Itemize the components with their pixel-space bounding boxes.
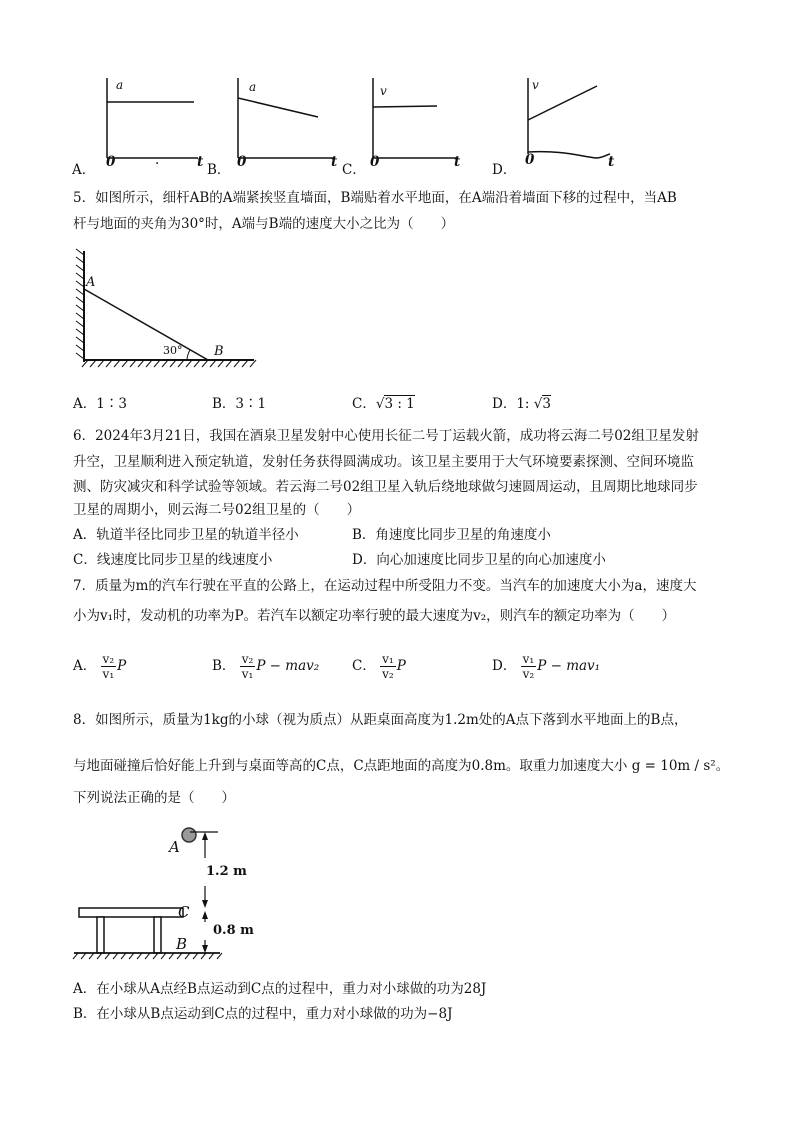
graph-c-xlabel: t	[454, 154, 461, 170]
q8-table-top	[79, 908, 183, 917]
graph-b-letter: B．	[207, 162, 231, 178]
fraction: $\frac{\text{v₂}}{\text{v₁}}$	[102, 652, 115, 681]
q4-graph-c	[340, 70, 470, 180]
q5-fig-angle: 30°	[163, 344, 183, 357]
q8-ground-hatch	[73, 953, 222, 959]
q8-fig-label-b: B	[176, 935, 188, 953]
graph-b-origin: 0	[237, 154, 247, 170]
q8-line-1: 8．如图所示，质量为1kg的小球（视为质点）从距桌面高度为1.2m处的A点下落到水平地面上的B点，	[73, 712, 688, 728]
q8-fig-label-c: C	[178, 903, 190, 921]
q8-line-3: 下列说法正确的是（ ）	[73, 790, 235, 806]
graph-d-ylabel: v	[532, 78, 539, 92]
graph-b-curve	[238, 98, 318, 117]
q8-option-b: B．在小球从B点运动到C点的过程中，重力对小球做的功为−8J	[73, 1006, 453, 1022]
q8-table-leg-right	[154, 917, 161, 953]
graph-a-origin: 0	[106, 154, 116, 170]
q6-option-a: A．轨道半径比同步卫星的轨道半径小	[73, 527, 299, 543]
q5-line-2: 杆与地面的夹角为30°时，A端与B端的速度大小之比为（ ）	[73, 216, 455, 232]
q7-option-a: A． $\frac{\text{v₂}}{\text{v₁}}$ P	[73, 652, 127, 681]
q7-option-d: D． $\frac{\text{v₁}}{\text{v₂}}$ P − mav₁	[492, 652, 601, 681]
q5-option-d: D．1: √3	[492, 396, 551, 412]
q5-angle-arc	[187, 350, 190, 360]
q6-option-c: C．线速度比同步卫星的线速度小	[73, 552, 273, 568]
q5-option-c: C．√3 : 1	[352, 396, 415, 412]
graph-c-ylabel: v	[380, 84, 387, 98]
graph-a-xlabel: t	[197, 154, 204, 170]
graph-a-mark: .	[155, 152, 160, 168]
graph-d-letter: D．	[492, 162, 517, 178]
q4-graph-b	[205, 70, 340, 180]
q7-line-2: 小为v₁时，发动机的功率为P。若汽车以额定功率行驶的最大速度为v₂，则汽车的额定功率为（ ）	[73, 608, 676, 624]
graph-d-x-axis	[528, 152, 610, 158]
q8-line-2: 与地面碰撞后恰好能上升到与桌面等高的C点，C点距地面的高度为0.8m。取重力加速度大小 g = 10m / s²。	[73, 758, 730, 774]
q4-graph-d	[490, 70, 620, 180]
q7-option-b: B． $\frac{\text{v₂}}{\text{v₁}}$ P − mav₂	[212, 652, 320, 681]
q8-fig-h1: 1.2 m	[206, 864, 247, 879]
q5-wall-hatch	[76, 249, 84, 359]
q5-option-b: B．3∶1	[212, 396, 267, 412]
q8-option-a: A．在小球从A点经B点运动到C点的过程中，重力对小球做的功为28J	[73, 981, 487, 997]
q8-arrowhead	[202, 832, 208, 840]
q6-line-2: 升空，卫星顺利进入预定轨道，发射任务获得圆满成功。该卫星主要用于大气环境要素探测、空间环境监	[73, 454, 694, 470]
q5-fig-label-a: A	[86, 275, 96, 290]
q8-arrowhead	[202, 945, 208, 953]
q6-option-b: B．角速度比同步卫星的角速度小	[352, 527, 551, 543]
q7-option-c: C． $\frac{\text{v₁}}{\text{v₂}}$ P	[352, 652, 406, 681]
graph-c-origin: 0	[370, 154, 380, 170]
q5-option-a: A．1∶3	[73, 396, 127, 412]
sqrt-symbol: √	[375, 396, 385, 412]
q8-fig-h2: 0.8 m	[213, 923, 254, 938]
q7-line-1: 7．质量为m的汽车行驶在平直的公路上，在运动过程中所受阻力不变。当汽车的加速度大小为a，速度大	[73, 578, 697, 594]
q4-graph-a	[70, 70, 204, 180]
q8-table-leg-left	[97, 917, 104, 953]
q5-ground-hatch	[82, 360, 256, 367]
fraction: $\frac{\text{v₁}}{\text{v₂}}$	[382, 652, 394, 681]
q8-fig-label-a: A	[169, 838, 180, 856]
q5-figure	[70, 245, 270, 375]
fraction: $\frac{\text{v₁}}{\text{v₂}}$	[522, 652, 535, 681]
graph-c-letter: C．	[342, 162, 366, 178]
graph-b-ylabel: a	[249, 80, 257, 94]
fraction: $\frac{\text{v₂}}{\text{v₁}}$	[241, 652, 254, 681]
q6-line-3: 测、防灾减灾和科学试验等领域。若云海二号02组卫星入轨后绕地球做匀速圆周运动，且周期比地球同步	[73, 479, 698, 495]
q6-option-d: D．向心加速度比同步卫星的向心加速度小	[352, 552, 606, 568]
q8-arrowhead	[202, 911, 208, 919]
sqrt-symbol: √	[533, 396, 543, 412]
q8-ball	[182, 828, 196, 842]
graph-d-origin: 0	[525, 152, 535, 168]
q8-arrowhead	[202, 900, 208, 908]
graph-a-ylabel: a	[116, 78, 124, 92]
q6-line-4: 卫星的周期小，则云海二号02组卫星的（ ）	[73, 502, 361, 518]
graph-d-xlabel: t	[608, 154, 615, 170]
q8-figure	[70, 820, 280, 960]
graph-b-xlabel: t	[331, 154, 338, 170]
q5-fig-label-b: B	[214, 344, 224, 359]
q5-rod	[84, 289, 208, 360]
graph-c-curve	[373, 106, 437, 107]
graph-a-letter: A．	[72, 162, 96, 178]
q5-line-1: 5．如图所示，细杆AB的A端紧挨竖直墙面，B端贴着水平地面，在A端沿着墙面下移的过程中，当AB	[73, 190, 677, 206]
q6-line-1: 6．2024年3月21日，我国在酒泉卫星发射中心使用长征二号丁运载火箭，成功将云海二号02组卫星发射	[73, 428, 699, 444]
